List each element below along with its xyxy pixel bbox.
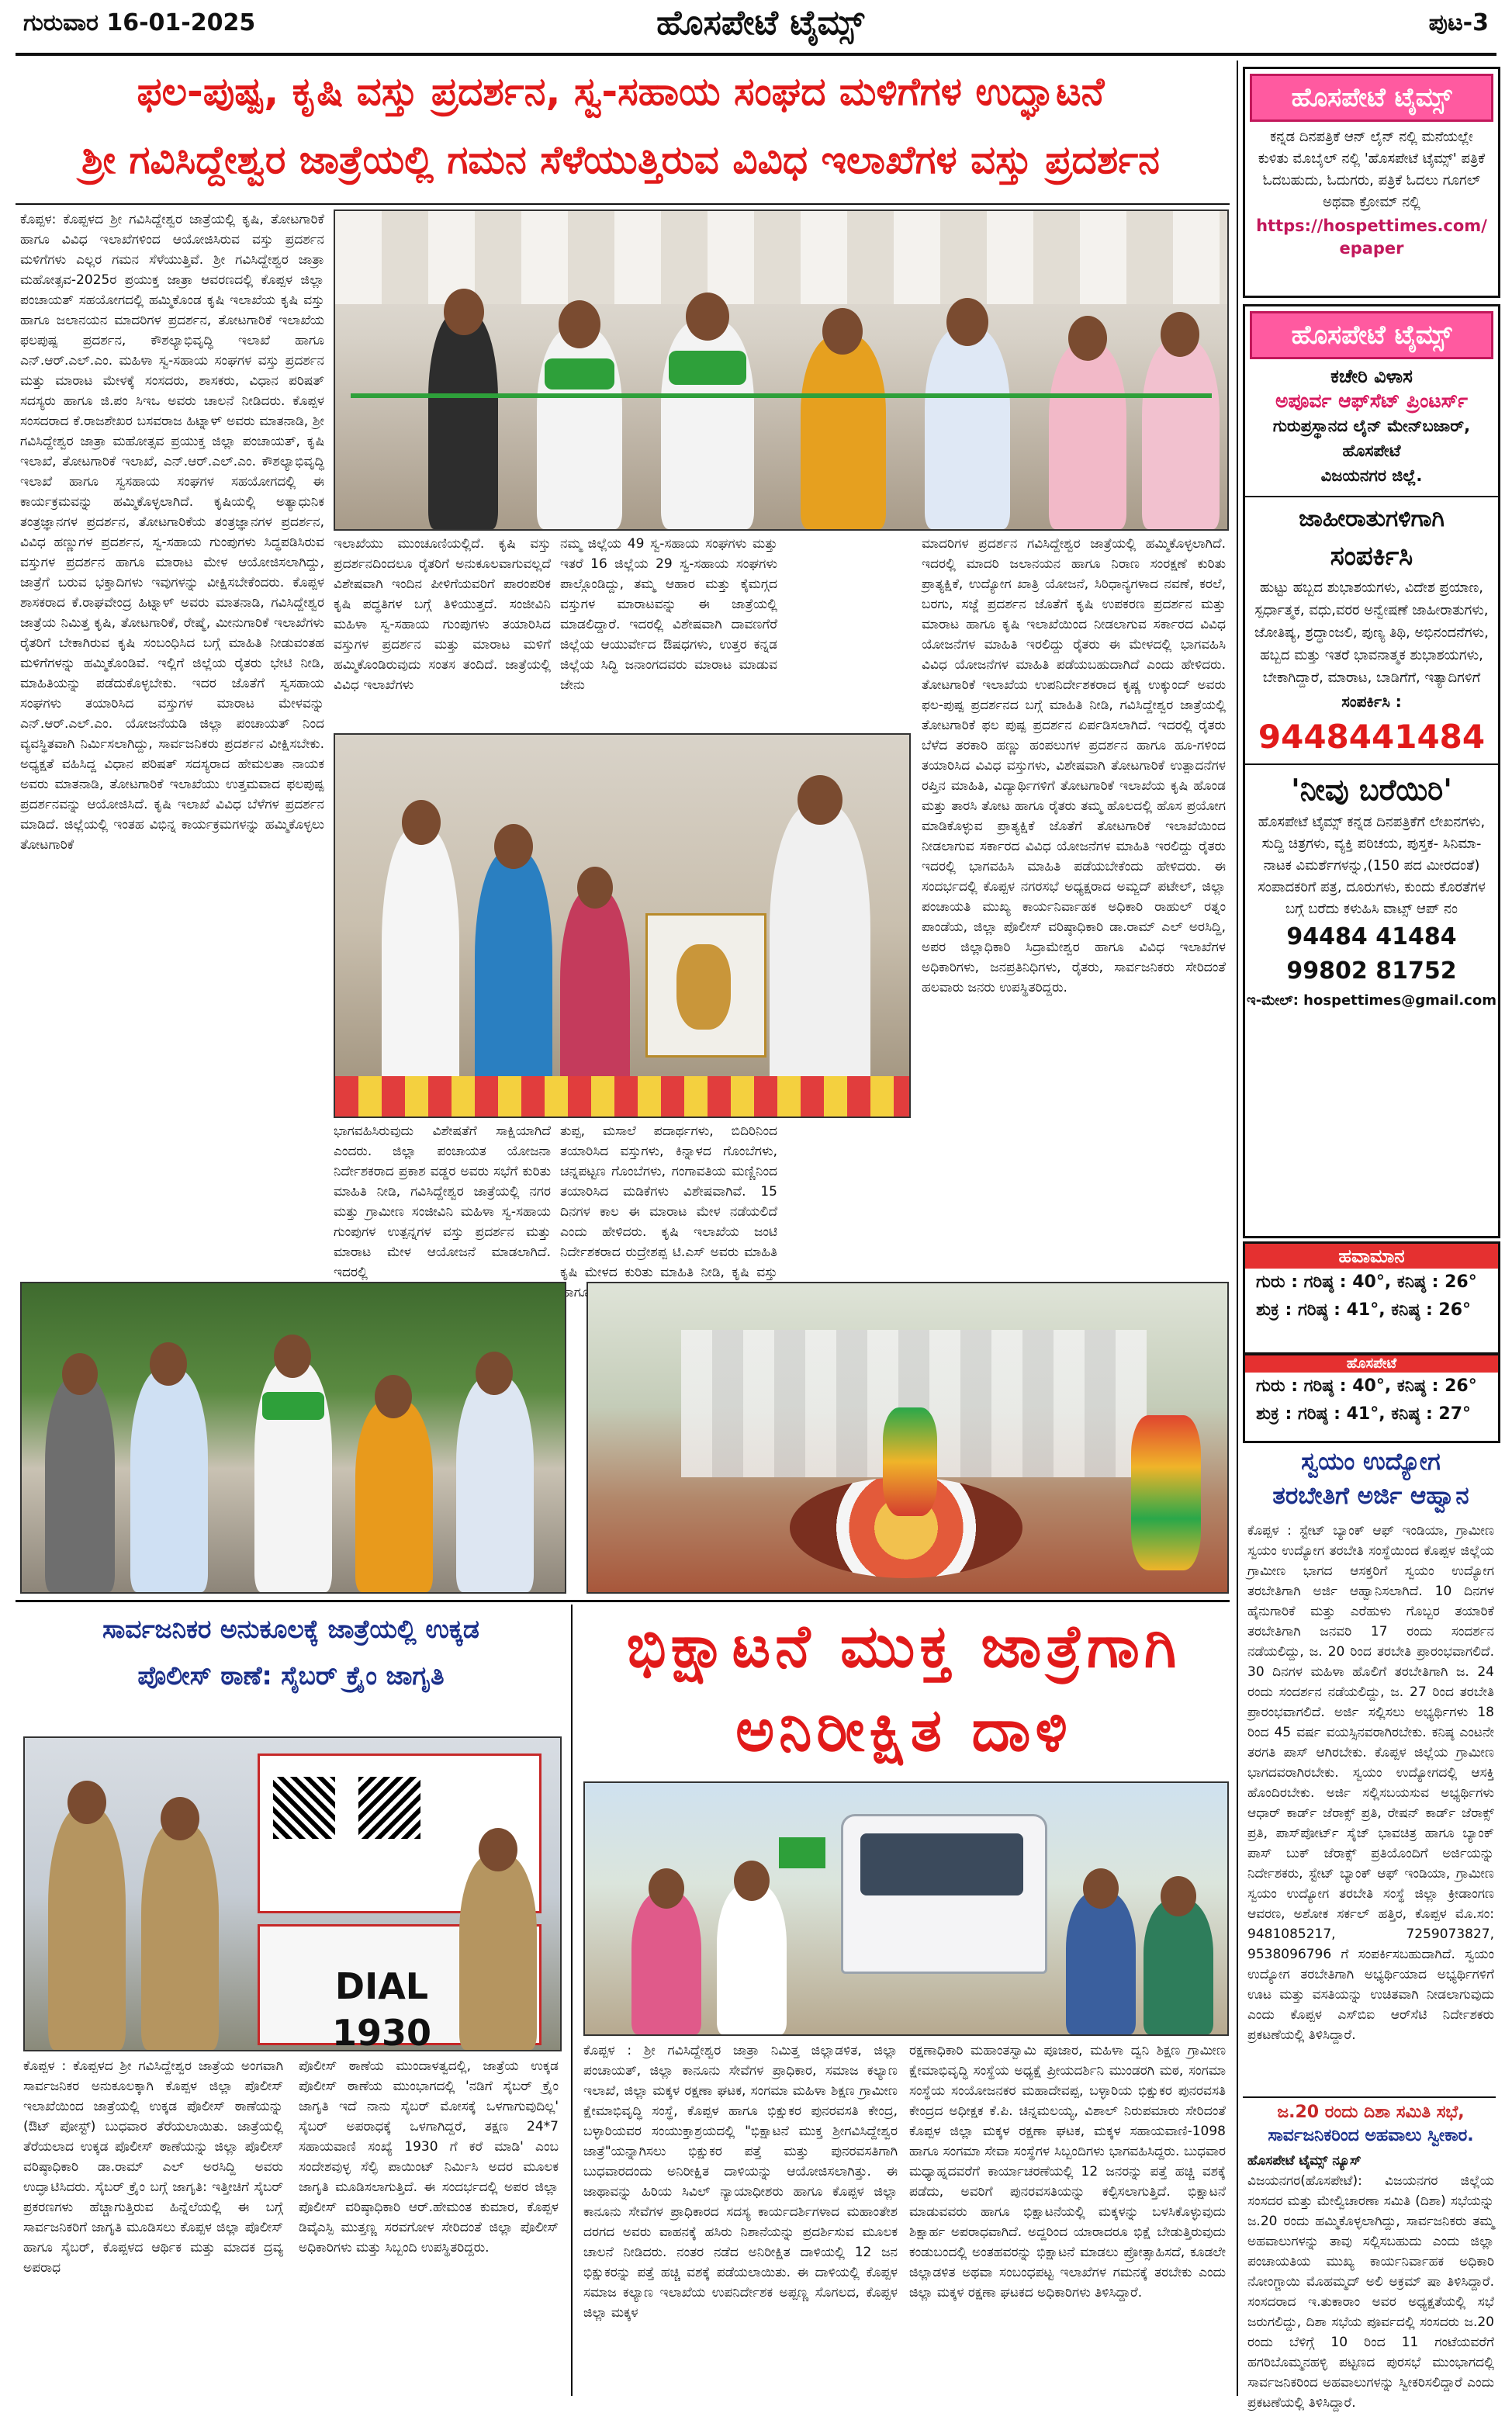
weather-sub-title: ಹೊಸಪೇಟೆ [1245, 1355, 1498, 1373]
sidebar-ads-title: ಜಾಹೀರಾತುಗಳಿಗಾಗಿ [1299, 505, 1445, 532]
lead-column-3b: ತುಪ್ಪ, ಮಸಾಲೆ ಪದಾರ್ಥಗಳು, ಬಿದಿರಿನಿಂದ ತಯಾರಿಸಿದ ವಸ್ತುಗಳು, ಕಿನ್ನಾಳದ ಗೊಂಬೆಗಳು, ಚನ್ನಪಟ್ಟಣ ಗೊಂಬೆಗಳು, ಗಂಗಾವತಿಯ ಮಣ್ಣಿನಿಂದ ತಯಾರಿಸಿದ ಮಡಿಕೆಗಳು ವಿಶೇಷವಾಗಿವೆ. 15 ದಿನಗಳ ಕಾಲ ಈ ಮಾರಾಟ ಮೇಳ ನಡೆಯಲಿದೆ ಎಂದು ಹೇಳಿದರು. ಕೃಷಿ ಇಲಾಖೆಯ ಜಂಟಿ ನಿರ್ದೇಶಕರಾದ ರುದ್ರೇಶಪ್ಪ ಟಿ.ಎಸ್ ಅವರು ಮಾಹಿತಿ ಕೃಷಿ ಮೇಳದ ಕುರಿತು ಮಾಹಿತಿ ನೀಡಿ, ಕೃಷಿ ವಸ್ತು ಹಾಗೂ [560, 1123, 777, 1300]
sidebar-epaper-box [1243, 67, 1500, 298]
disha-rule [1243, 2096, 1496, 2098]
begging-headline-2: ಅನಿರೀಕ್ಷಿತ ದಾಳಿ [735, 1695, 1072, 1764]
sidebar-office-address: ಗುರುಪ್ರಸ್ಥಾನದ ಲೈನ್ ಮೇನ್‌ಬಜಾರ್, ಹೊಸಪೇಟೆ [1272, 417, 1471, 460]
masthead-rule [16, 53, 1496, 56]
sidebar-printer-name: ಅಪೂರ್ವ ಆಫ್‌ಸೆಟ್ ಪ್ರಿಂಟರ್ಸ್ [1275, 389, 1469, 412]
begging-headline-1: ಭಿಕ್ಷಾಟನೆ ಮುಕ್ತ ಜಾತ್ರೆಗಾಗಿ [626, 1612, 1182, 1681]
lead-headline-1: ಫಲ-ಪುಷ್ಪ, ಕೃಷಿ ವಸ್ತು ಪ್ರದರ್ಶನ, ಸ್ವ-ಸಹಾಯ ಸಂಘದ ಮಳಿಗೆಗಳ ಉದ್ಘಾಟನೆ [137, 69, 1105, 114]
sidebar-phone-3[interactable]: 99802 81752 [1286, 957, 1457, 985]
sidebar-epaper-title: ಹೊಸಪೇಟೆ ಟೈಮ್ಸ್ [1250, 74, 1493, 122]
weather-box [1243, 1241, 1500, 1355]
photo-police-outpost [23, 1736, 562, 2054]
sidebar-office-label: ಕಚೇರಿ ವಿಳಾಸ [1330, 365, 1413, 387]
sidebar-phone-2[interactable]: 94484 41484 [1286, 923, 1457, 950]
page-number: ಪುಟ-3 [1428, 9, 1489, 36]
sidebar-office-title: ಹೊಸಪೇಟೆ ಟೈಮ್ಸ್ [1250, 311, 1493, 359]
lead-column-1: ಕೊಪ್ಪಳ: ಕೊಪ್ಪಳದ ಶ್ರೀ ಗವಿಸಿದ್ದೇಶ್ವರ ಜಾತ್ರೆಯಲ್ಲಿ ಕೃಷಿ, ತೋಟಗಾರಿಕೆ ಹಾಗೂ ವಿವಿಧ ಇಲಾಖೆಗಳಿಂದ ಆಯೋಜಿಸಿರುವ ವಸ್ತು ಪ್ರದರ್ಶನ ಮಳಿಗೆಗಳು ಎಲ್ಲರ ಗಮನ ಸೆಳೆಯುತ್ತಿವೆ. ಶ್ರೀ ಗವಿಸಿದ್ದೇಶ್ವರ ಜಾತ್ರಾ ಮಹೋತ್ಸವ-2025ರ ಪ್ರಯುಕ್ತ ಜಾತ್ರಾ ಆವರಣದಲ್ಲಿ ಕೊಪ್ಪಳ ಜಿಲ್ಲಾ ಪಂಚಾಯತ್ ಸಹಯೋಗದಲ್ಲಿ ಹಮ್ಮಿಕೊಂಡ ಕೃಷಿ ಇಲಾಖೆಯ ಕೃಷಿ ವಸ್ತು ಹಾಗೂ ಜಲಾನಯನ ಮಾದರಿಗಳ ಪ್ರದರ್ಶನ, ತೋಟಗಾರಿಕೆ ಇಲಾಖೆಯ ಫಲಪುಷ್ಪ ಪ್ರದರ್ಶನ, ಕೌಶಲ್ಯಾಭಿವೃದ್ಧಿ ಇಲಾಖೆ ಹಾಗೂ ಎನ್.ಆರ್.ಎಲ್.ಎಂ. ಮಹಿಳಾ ಸ್ವ-ಸಹಾಯ ಸಂಘಗಳ ವಸ್ತು ಪ್ರದರ್ಶನ ಮತ್ತು ಮಾರಾಟ ಮೇಳಕ್ಕೆ ಸಂಸದರು, ಶಾಸಕರು, ವಿಧಾನ ಪರಿಷತ್ ಸದಸ್ಯರು ಹಾಗೂ ಜಿ.ಪಂ ಸಿಇಒ ಅವರು ಚಾಲನೆ ನೀಡಿದರು. ಕೊಪ್ಪಳ ಸಂಸದರಾದ ಕೆ.ರಾಜಶೇಖರ ಬಸವರಾಜ ಹಿಟ್ನಾಳ್ ಅವರು ಮಾತನಾಡಿ, ಶ್ರೀ ಗವಿಸಿದ್ದೇಶ್ವರ ಜಾತ್ರಾ ಮಹೋತ್ಸವ ಪ್ರಯುಕ್ತ ಜಿಲ್ಲಾ ಪಂಚಾಯತ್, ಕೃಷಿ ಇಲಾಖೆ, ತೋಟಗಾರಿಕೆ ಇಲಾಖೆ, ಎನ್.ಆರ್.ಎಲ್.ಎಂ. ಕೌಶಲ್ಯಾಭಿವೃದ್ಧಿ ಇಲಾಖೆ ಹಾಗೂ ಸ್ವಸಹಾಯ ಸಂಘಗಳ ಸಹಯೋಗದಲ್ಲಿ ಈ ಕಾರ್ಯಕ್ರಮವನ್ನು ಹಮ್ಮಿಕೊಳ್ಳಲಾಗಿದೆ. ಕೃಷಿಯಲ್ಲಿ ಅತ್ಯಾಧುನಿಕ ತಂತ್ರಜ್ಞಾನಗಳ ಪ್ರದರ್ಶನ, ತೋಟಗಾರಿಕೆಯ ತಂತ್ರಜ್ಞಾನಗಳ ಪ್ರದರ್ಶನ, ವಿವಿಧ ಹಣ್ಣುಗಳ ಪ್ರದರ್ಶನ, ಸ್ವ-ಸಹಾಯ ಗುಂಪುಗಳು ಸಿದ್ಧಪಡಿಸಿರುವ ವಸ್ತುಗಳ ಪ್ರದರ್ಶನ ಹಾಗೂ ಮಾರಾಟ ಮೇಳ ಆಯೋಜಿಸಲಾಗಿದ್ದು, ಜಾತ್ರೆಗೆ ಬರುವ ಭಕ್ತಾದಿಗಳು ಇವುಗಳನ್ನು ವೀಕ್ಷಿಸಬೇಕೆಂದರು. ಕೊಪ್ಪಳ ಶಾಸಕರಾದ ಕೆ.ರಾಘವೇಂದ್ರ ಹಿಟ್ನಾಳ್ ಅವರು ಮಾತನಾಡಿ, ಗವಿಸಿದ್ದೇಶ್ವರ ಜಾತ್ರೆಯ ನಿಮಿತ್ತ ಕೃಷಿ, ತೋಟಗಾರಿಕೆ, ರೇಷ್ಮೆ, ಮೀನುಗಾರಿಕೆ ಇಲಾಖೆಗಳು ರೈತರಿಗೆ ಬೇಕಾಗಿರುವ ಕೃಷಿ ಸಂಬಂಧಿಸಿದ ಬಗ್ಗೆ ಮಾಹಿತಿ ನೀಡುವಂತಹ ಮಳಿಗೆಗಳನ್ನು ಹಮ್ಮಿಕೊಂಡಿವೆ. ಇಲ್ಲಿಗೆ ಜಿಲ್ಲೆಯ ರೈತರು ಭೇಟಿ ನೀಡಿ, ಮಾಹಿತಿಯನ್ನು ಪಡೆದುಕೊಳ್ಳಬೇಕು. ಇದರ ಜೊತೆಗೆ ಸ್ವಸಹಾಯ ಸಂಘಗಳು ತಯಾರಿಸಿದ ವಸ್ತುಗಳ ಮಾರಾಟ ಮೇಳವನ್ನು ಎನ್.ಆರ್.ಎಲ್.ಎಂ. ಯೋಜನೆಯಡಿ ಜಿಲ್ಲಾ ಪಂಚಾಯತ್ ನಿಂದ ವ್ಯವಸ್ಥಿತವಾಗಿ ನಿರ್ಮಿಸಲಾಗಿದ್ದು, ಸಾರ್ವಜನಿಕರು ಪ್ರದರ್ಶನ ವೀಕ್ಷಿಸಬೇಕು. ಅಧ್ಯಕ್ಷತೆ ವಹಿಸಿದ್ದ ವಿಧಾನ ಪರಿಷತ್ ಸದಸ್ಯರಾದ ಹೇಮಲತಾ ನಾಯಕ ಅವರು ಮಾತನಾಡಿ, ತೋಟಗಾರಿಕೆ ಇಲಾಖೆಯು ಉತ್ತಮವಾದ ಫಲಪುಷ್ಪ ಪ್ರದರ್ಶನವನ್ನು ಆಯೋಜಿಸಿದೆ. ಕೃಷಿ ಇಲಾಖೆ ವಿವಿಧ ಬೆಳೆಗಳ ಪ್ರದರ್ಶನ ಮಾಡಿದೆ. ಜಿಲ್ಲೆಯಲ್ಲಿ ಇಂತಹ ವಿಭಿನ್ನ ಕಾರ್ಯಕ್ರಮಗಳನ್ನು ಹಮ್ಮಿಕೊಳ್ಳಲು ತೋಟಗಾರಿಕೆ [20, 212, 324, 853]
sidebar-write-title: 'ನೀವು ಬರೆಯಿರಿ' [1291, 773, 1452, 807]
weather-row-1: ಗುರು : ಗರಿಷ್ಠ : 40°, ಕನಿಷ್ಠ : 26° [1256, 1272, 1477, 1292]
lead-column-3a: ನಮ್ಮ ಜಿಲ್ಲೆಯ 49 ಸ್ವ-ಸಹಾಯ ಸಂಘಗಳು ಮತ್ತು ಇತರೆ 16 ಜಿಲ್ಲೆಯ 29 ಸ್ವ-ಸಹಾಯ ಸಂಘಗಳು ಪಾಲ್ಗೊಂಡಿದ್ದು, ತಮ್ಮ ಆಹಾರ ಮತ್ತು ಕೈಮಗ್ಗದ ವಸ್ತುಗಳ ಮಾರಾಟವನ್ನು ಈ ಜಾತ್ರೆಯಲ್ಲಿ ಮಾಡಲಿದ್ದಾರೆ. ಇದರಲ್ಲಿ ವಿಶೇಷವಾಗಿ ದಾವಣಗೆರೆ ಜಿಲ್ಲೆಯ ಆಯುರ್ವೇದ ಔಷಧಗಳು, ಉತ್ತರ ಕನ್ನಡ ಜಿಲ್ಲೆಯ ಸಿದ್ಧಿ ಜನಾಂಗದವರು ಮಾರಾಟ ಮಾಡುವ ಜೇನು [560, 536, 777, 693]
photo-portrait-garland [334, 733, 911, 1118]
lead-column-4: ಮಾದರಿಗಳ ಪ್ರದರ್ಶನ ಗವಿಸಿದ್ದೇಶ್ವರ ಜಾತ್ರೆಯಲ್ಲಿ ಹಮ್ಮಿಕೊಳ್ಳಲಾಗಿದೆ. ಇದರಲ್ಲಿ ಮಾದರಿ ಜಲಾನಯನ ಹಾಗೂ ನಿರಾಣ ಸಂರಕ್ಷಣೆ ಕುರಿತು ಪ್ರಾತ್ಯಕ್ಷಿಕೆ, ಉದ್ಯೋಗ ಖಾತ್ರಿ ಯೋಜನೆ, ಸಿರಿಧಾನ್ಯಗಳಾದ ನವಣೆ, ಕರಲೆ, ಬರಗು, ಸಜ್ಜೆ ಪ್ರದರ್ಶನ ಜೊತೆಗೆ ಕೃಷಿ ಉಪಕರಣ ಪ್ರದರ್ಶನ ಮತ್ತು ಮಾರಾಟ ಹಾಗೂ ಕೃಷಿ ಇಲಾಖೆಯಿಂದ ನೀಡಲಾಗುವ ಸರ್ಕಾರದ ವಿವಿಧ ಯೋಜನೆಗಳ ಮಾಹಿತಿ ಇರಲಿದ್ದು ರೈತರು ಈ ಮೇಳದಲ್ಲಿ ಭಾಗವಹಿಸಿ ವಿವಿಧ ಯೋಜನೆಗಳ ಮಾಹಿತಿ ಪಡೆಯಬಹುದಾಗಿದೆ ಎಂದು ಹೇಳಿದರು. ತೋಟಗಾರಿಕೆ ಇಲಾಖೆಯ ಉಪನಿರ್ದೇಶಕರಾದ ಕೃಷ್ಣ ಉಕ್ಕುಂದ್ ಅವರು ಫಲ-ಪುಷ್ಪ ಪ್ರದರ್ಶನದ ಬಗ್ಗೆ ಮಾಹಿತಿ ನೀಡಿ, ಗವಿಸಿದ್ದೇಶ್ವರ ಜಾತ್ರೆಯಲ್ಲಿ ತೋಟಗಾರಿಕೆ ಫಲ ಪುಷ್ಪ ಪ್ರದರ್ಶನ ಏರ್ಪಡಿಸಲಾಗಿದೆ. ಇದರಲ್ಲಿ ರೈತರು ಬೆಳೆದ ತರಕಾರಿ ಹಣ್ಣು ಹಂಪಲುಗಳ ಪ್ರದರ್ಶನ ಹಾಗೂ ಹೂ-ಗಳಿಂದ ತಯಾರಿಸಿದ ವಿವಿಧ ವಸ್ತುಗಳು, ವಿಶೇಷವಾಗಿ ತೋಟಗಾರಿಕೆ ಉತ್ಪಾದನೆಗಳ ರಪ್ತಿನ ಮಾಹಿತಿ, ವಿದ್ಯಾರ್ಥಿಗಳಿಗೆ ತೋಟಗಾರಿಕೆ ಇಲಾಖೆಯ ಕೃಷಿ ಹೊಂಡ ಮತ್ತು ತಾರಸಿ ತೋಟ ಹಾಗೂ ರೈತರು ತಮ್ಮ ಹೊಲದಲ್ಲಿ ಹೊಸ ಪ್ರಯೋಗ ಮಾಡಿಕೊಳ್ಳುವ ಪ್ರಾತ್ಯಕ್ಷಿಕೆ ಜೊತೆಗೆ ತೋಟಗಾರಿಕೆ ಇಲಾಖೆಯಿಂದ ನೀಡಲಾಗುವ ಸರ್ಕಾರದ ವಿವಿಧ ಯೋಜನೆಗಳ ಮಾಹಿತಿ ಇರಲಿದ್ದು ರೈತರು ಇದರಲ್ಲಿ ಭಾಗವಹಿಸಿ ಮಾಹಿತಿ ಪಡೆಯಬೇಕೆಂದು ಹೇಳಿದರು. ಈ ಸಂದರ್ಭದಲ್ಲಿ ಕೊಪ್ಪಳ ನಗರಸಭೆ ಅಧ್ಯಕ್ಷರಾದ ಅಮ್ಜದ್ ಪಟೇಲ್, ಜಿಲ್ಲಾ ಪಂಚಾಯತಿ ಮುಖ್ಯ ಕಾರ್ಯನಿರ್ವಾಹಕ ಅಧಿಕಾರಿ ರಾಹುಲ್ ರತ್ನಂ ಪಾಂಡೆಯ, ಜಿಲ್ಲಾ ಪೊಲೀಸ್ ವರಿಷ್ಠಾಧಿಕಾರಿ ಡಾ.ರಾಮ್ ಎಲ್ ಅರಸಿದ್ದಿ, ಅಪರ ಜಿಲ್ಲಾಧಿಕಾರಿ ಸಿದ್ರಾಮೇಶ್ವರ ಹಾಗೂ ವಿವಿಧ ಇಲಾಖೆಗಳ ಅಧಿಕಾರಿಗಳು, ಜನಪ್ರತಿನಿಧಿಗಳು, ರೈತರು, ಸಾರ್ವಜನಿಕರು ಸೇರಿದಂತೆ ಹಲವಾರು ಜನರು ಉಪಸ್ಥಿತರಿದ್ದರು. [922, 536, 1226, 995]
police-headline-2: ಪೊಲೀಸ್ ಠಾಣೆ: ಸೈಬರ್ ಕ್ರೈಂ ಜಾಗೃತಿ [137, 1660, 445, 1691]
photo-van-flagoff [583, 1781, 1229, 2036]
sidebar-email[interactable]: ಇ-ಮೇಲ್: hospettimes@gmail.com [1247, 992, 1496, 1009]
sidebar-ads-contact-2: ಸಂಪರ್ಕಿಸಿ : [1341, 692, 1402, 711]
sidebar-epaper-url-2[interactable]: epaper [1339, 239, 1404, 258]
photo-book-release [20, 1282, 566, 1594]
sidebar-write-text: ಹೊಸಪೇಟೆ ಟೈಮ್ಸ್ ಕನ್ನಡ ದಿನಪತ್ರಿಕೆಗೆ ಲೇಖನಗಳು, ಸುದ್ದಿ ಚಿತ್ರಗಳು, ವ್ಯಕ್ತಿ ಪರಿಚಯ, ಪುಸ್ತಕ- ಸಿನಿಮಾ-ನಾಟಕ ವಿಮರ್ಶೆಗಳನ್ನು,(150 ಪದ ಮೀರದಂತೆ) ಸಂಪಾದಕರಿಗೆ ಪತ್ರ, ದೂರುಗಳು, ಕುಂದು ಕೊರತೆಗಳ ಬಗ್ಗೆ ಬರೆದು ಕಳುಹಿಸಿ ವಾಟ್ಸ್ ಆಪ್ ನಂ [1258, 814, 1486, 917]
sidebar-rule [1237, 61, 1238, 2396]
selfemp-headline-1: ಸ್ವಯಂ ಉದ್ಯೋಗ [1301, 1448, 1441, 1476]
disha-byline: ಹೊಸಪೇಟೆ ಟೈಮ್ಸ್ ನ್ಯೂಸ್ [1247, 2153, 1361, 2169]
police-column-2: ಪೊಲೀಸ್ ಠಾಣೆಯ ಮುಂದಾಳತ್ವದಲ್ಲಿ, ಜಾತ್ರೆಯ ಉಕ್ಕಡ ಪೊಲೀಸ್ ಠಾಣೆಯ ಮುಂಭಾಗದಲ್ಲಿ 'ನಡಿಗೆ ಸೈಬರ್ ಕ್ರೈಂ ಜಾಗೃತಿ ಇದೆ ನಾನು ಸೈಬರ್ ಮೋಸಕ್ಕೆ ಒಳಗಾಗುವುದಿಲ್ಲ' ಸೈಬರ್ ಅಪರಾಧಕ್ಕೆ ಒಳಗಾಗಿದ್ದರೆ, ತಕ್ಷಣ 24*7 ಸಹಾಯವಾಣಿ ಸಂಖ್ಯೆ 1930 ಗೆ ಕರೆ ಮಾಡಿ' ಎಂಬ ಸಂದೇಶವುಳ್ಳ ಸೆಲ್ಫಿ ಪಾಯಿಂಟ್ ನಿರ್ಮಿಸಿ ಅದರ ಮೂಲಕ ಜಾಗೃತಿ ಮೂಡಿಸಲಾಗುತ್ತಿದೆ. ಈ ಸಂದರ್ಭದಲ್ಲಿ ಅಪರ ಜಿಲ್ಲಾ ಪೊಲೀಸ್ ವರಿಷ್ಠಾಧಿಕಾರಿ ಆರ್.ಹೇಮಂತ ಕುಮಾರ, ಕೊಪ್ಪಳ ಡಿವೈಎಸ್ಪಿ ಮುತ್ತಣ್ಣ ಸರವಗೋಳ ಸೇರಿದಂತೆ ಜಿಲ್ಲಾ ಪೊಲೀಸ್ ಅಧಿಕಾರಿಗಳು ಮತ್ತು ಸಿಬ್ಬಂದಿ ಉಪಸ್ಥಿತರಿದ್ದರು. [299, 2058, 559, 2255]
sidebar-epaper-url[interactable]: https://hospettimes.com/ [1256, 216, 1487, 235]
sidebar-office-box [1243, 304, 1500, 1238]
disha-headline-2: ಸಾರ್ವಜನಿಕರಿಂದ ಅಹವಾಲು ಸ್ವೀಕಾರ. [1268, 2126, 1474, 2145]
headline-rule [16, 203, 1230, 205]
dial-1930-banner: DIAL 1930 [331, 1965, 432, 2054]
sidebar-ads-contact: ಸಂಪರ್ಕಿಸಿ [1330, 541, 1413, 572]
lead-column-2a: ಇಲಾಖೆಯು ಮುಂಚೂಣಿಯಲ್ಲಿದೆ. ಕೃಷಿ ವಸ್ತು ಪ್ರದರ್ಶನದಿಂದಲೂ ರೈತರಿಗೆ ಅನುಕೂಲವಾಗುವಲ್ಲದೆ ವಿಶೇಷವಾಗಿ ಇಂದಿನ ಪೀಳಿಗೆಯವರಿಗೆ ಪಾರಂಪರಿಕ ಕೃಷಿ ಪದ್ಧತಿಗಳ ಬಗ್ಗೆ ತಿಳಿಯುತ್ತದೆ. ಸಂಜೀವಿನಿ ಮಹಿಳಾ ಸ್ವ-ಸಹಾಯ ಗುಂಪುಗಳು ತಯಾರಿಸಿದ ವಸ್ತುಗಳ ಪ್ರದರ್ಶನ ಮತ್ತು ಮಾರಾಟ ಮಳಿಗೆ ಹಮ್ಮಿಕೊಂಡಿರುವುದು ಸಂತಸ ತಂದಿದೆ. ಜಾತ್ರೆಯಲ್ಲಿ ವಿವಿಧ ಇಲಾಖೆಗಳು [334, 536, 551, 693]
weather-box-hospet [1243, 1353, 1500, 1443]
bottom-column-rule [571, 1605, 573, 2396]
sidebar-office-district: ವಿಜಯನಗರ ಜಿಲ್ಲೆ. [1320, 466, 1423, 485]
weather-title: ಹವಾಮಾನ [1245, 1244, 1498, 1269]
selfemp-text: ಕೊಪ್ಪಳ : ಸ್ಟೇಟ್ ಬ್ಯಾಂಕ್ ಆಫ್ ಇಂಡಿಯಾ, ಗ್ರಾಮೀಣ ಸ್ವಯಂ ಉದ್ಯೋಗ ತರಬೇತಿ ಸಂಸ್ಥೆಯಿಂದ ಕೊಪ್ಪಳ ಜಿಲ್ಲೆಯ ಗ್ರಾಮೀಣ ಭಾಗದ ಆಸಕ್ತರಿಗೆ ಸ್ವಯಂ ಉದ್ಯೋಗ ತರಬೇತಿಗಾಗಿ ಅರ್ಜಿ ಆಹ್ವಾನಿಸಲಾಗಿದೆ. 10 ದಿನಗಳ ಹೈನುಗಾರಿಕೆ ಮತ್ತು ಎರೆಹುಳು ಗೊಬ್ಬರ ತಯಾರಿಕೆ ತರಬೇತಿಗಾಗಿ ಜನವರಿ 17 ರಂದು ಸಂದರ್ಶನ ನಡೆಯಲಿದ್ದು, ಜ. 20 ರಿಂದ ತರಬೇತಿ ಪ್ರಾರಂಭವಾಗಲಿದೆ. 30 ದಿನಗಳ ಮಹಿಳಾ ಹೊಲಿಗೆ ತರಬೇತಿಗಾಗಿ ಜ. 24 ರಂದು ಸಂದರ್ಶನ ನಡೆಯಲಿದ್ದು, ಜ. 27 ರಿಂದ ತರಬೇತಿ ಪ್ರಾರಂಭವಾಗಲಿದೆ. ಅರ್ಜಿ ಸಲ್ಲಿಸಲು ಅಭ್ಯರ್ಥಿಗಳು 18 ರಿಂದ 45 ವರ್ಷ ವಯಸ್ಸಿನವರಾಗಿರಬೇಕು. ಕನಿಷ್ಠ ಎಂಟನೇ ತರಗತಿ ಪಾಸ್ ಆಗಿರಬೇಕು. ಕೊಪ್ಪಳ ಜಿಲ್ಲೆಯ ಗ್ರಾಮೀಣ ಭಾಗದವರಾಗಿರಬೇಕು. ಸ್ವಯಂ ಉದ್ಯೋಗದಲ್ಲಿ ಆಸಕ್ತಿ ಹೊಂದಿರಬೇಕು. ಅರ್ಜಿ ಸಲ್ಲಿಸಬಯಸುವ ಅಭ್ಯರ್ಥಿಗಳು ಆಧಾರ್ ಕಾರ್ಡ್ ಜೆರಾಕ್ಸ್ ಪ್ರತಿ, ರೇಷನ್ ಕಾರ್ಡ್ ಜೆರಾಕ್ಸ್ ಪ್ರತಿ, ಪಾಸ್‌ಪೋರ್ಟ್ ಸೈಜ್ ಭಾವಚಿತ್ರ ಹಾಗೂ ಬ್ಯಾಂಕ್ ಪಾಸ್ ಬುಕ್ ಜೆರಾಕ್ಸ್ ಪ್ರತಿಯೊಂದಿಗೆ ಅರ್ಜಿಯನ್ನು ನಿರ್ದೇಶಕರು, ಸ್ಟೇಟ್ ಬ್ಯಾಂಕ್ ಆಫ್ ಇಂಡಿಯಾ, ಗ್ರಾಮೀಣ ಸ್ವಯಂ ಉದ್ಯೋಗ ತರಬೇತಿ ಸಂಸ್ಥೆ ಜಿಲ್ಲಾ ಕ್ರೀಡಾಂಗಣ ಆವರಣ, ಅಶೋಕ ಸರ್ಕಲ್ ಹತ್ತಿರ, ಕೊಪ್ಪಳ ಮೊ.ಸಂ: 9481085217, 7259073827, 9538096796 ಗೆ ಸಂಪರ್ಕಿಸಬಹುದಾಗಿದೆ. ಸ್ವಯಂ ಉದ್ಯೋಗ ತರಬೇತಿಗಾಗಿ ಅಭ್ಯರ್ಥಿಯಾದ ಅಭ್ಯರ್ಥಿಗಳಿಗೆ ಊಟ ಮತ್ತು ವಸತಿಯನ್ನು ಉಚಿತವಾಗಿ ನೀಡಲಾಗುವುದು ಎಂದು ಕೊಪ್ಪಳ ಎಸ್‌ಬಿಐ ಆರ್‌ಸೆಟಿ ನಿರ್ದೇಶಕರು ಪ್ರಕಟಣೆಯಲ್ಲಿ ತಿಳಿಸಿದ್ದಾರೆ. [1247, 1523, 1494, 2043]
paper-name: ಹೊಸಪೇಟೆ ಟೈಮ್ಸ್ [656, 3, 864, 43]
police-headline-1: ಸಾರ್ವಜನಿಕರ ಅನುಕೂಲಕ್ಕೆ ಜಾತ್ರೆಯಲ್ಲಿ ಉಕ್ಕಡ [102, 1614, 479, 1644]
lead-column-2b: ಭಾಗವಹಿಸಿರುವುದು ವಿಶೇಷತೆಗೆ ಸಾಕ್ಷಿಯಾಗಿದೆ ಎಂದರು. ಜಿಲ್ಲಾ ಪಂಚಾಯತ ಯೋಜನಾ ನಿರ್ದೇಶಕರಾದ ಪ್ರಕಾಶ ವಡ್ಡರ ಅವರು ಸಭೆಗೆ ಕುರಿತು ಮಾಹಿತಿ ನೀಡಿ, ಗವಿಸಿದ್ದೇಶ್ವರ ಜಾತ್ರೆಯಲ್ಲಿ ನಗರ ಮತ್ತು ಗ್ರಾಮೀಣ ಸಂಜೀವಿನಿ ಮಹಿಳಾ ಸ್ವ-ಸಹಾಯ ಗುಂಪುಗಳ ಉತ್ಪನ್ನಗಳ ವಸ್ತು ಪ್ರದರ್ಶನ ಮತ್ತು ಮಾರಾಟ ಮೇಳ ಆಯೋಜನೆ ಮಾಡಲಾಗಿದೆ. ಇದರಲ್ಲಿ [334, 1123, 551, 1280]
begging-column-2: ರಕ್ಷಣಾಧಿಕಾರಿ ಮಹಾಂತಸ್ವಾಮಿ ಪೂಜಾರ, ಮಹಿಳಾ ದ್ವನಿ ಶಿಕ್ಷಣ ಗ್ರಾಮೀಣ ಕ್ಷೇಮಾಭಿವೃದ್ಧಿ ಸಂಸ್ಥೆಯ ಅಧ್ಯಕ್ಷೆ ಪ್ರೀಯದರ್ಶಿನಿ ಮುಂಡರಗಿ ಮಠ, ಸಂಗಮಾ ಸಂಸ್ಥೆಯ ಸಂಯೋಜನಕರ ಮಹಾದೇವಪ್ಪ, ಬಳ್ಳಾರಿಯ ಭಿಕ್ಷುಕರ ಪುನರವಸತಿ ಕೇಂದ್ರದ ಅಧೀಕ್ಷಕ ಕೆ.ಪಿ. ಚಿನ್ನಮಲಯ್ಯ, ವಿಶಾಲ್ ನಿರುಪಮಾರು ಸೇರಿದಂತೆ ಕೊಪ್ಪಳ ಜಿಲ್ಲಾ ಮಕ್ಕಳ ರಕ್ಷಣಾ ಘಟಕ, ಮಕ್ಕಳ ಸಹಾಯವಾಣಿ-1098 ಹಾಗೂ ಸಂಗಮಾ ಸೇವಾ ಸಂಸ್ಥೆಗಳ ಸಿಬ್ಬಂದಿಗಳು ಭಾಗವಹಿಸಿದ್ದರು. ಬುಧವಾರ ಮಧ್ಯಾಹ್ನದವರೆಗೆ ಕಾರ್ಯಾಚರಣೆಯಲ್ಲಿ 12 ಜನರನ್ನು ಪತ್ತೆ ಹಚ್ಚಿ ವಶಕ್ಕೆ ಪಡೆದು, ಅವರಿಗೆ ಪುನರವಸತಿಯನ್ನು ಕಲ್ಪಿಸಲಾಗುತ್ತಿದೆ. ಭಿಕ್ಷಾಟನೆ ಮಾಡುವವರು ಹಾಗೂ ಭಿಕ್ಷಾಟನೆಯಲ್ಲಿ ಮಕ್ಕಳನ್ನು ಬಳಸಿಕೊಳ್ಳುವುದು ಶಿಕ್ಷಾರ್ಹ ಅಪರಾಧವಾಗಿದೆ. ಅದ್ದರಿಂದ ಯಾರಾದರೂ ಭಿಕ್ಷೆ ಬೇಡುತ್ತಿರುವುದು ಕಂಡುಬಂದಲ್ಲಿ ಅಂತಹವರನ್ನು ಭಿಕ್ಷಾಟನೆ ಮಾಡಲು ಪ್ರೋತ್ಸಾಹಿಸದೆ, ಕೂಡಲೇ ಜಿಲ್ಲಾಡಳಿತ ಅಥವಾ ಸಂಬಂಧಪಟ್ಟ ಇಲಾಖೆಗಳ ಗಮನಕ್ಕೆ ತರಬೇಕು ಎಂದು ಜಿಲ್ಲಾ ಮಕ್ಕಳ ರಕ್ಷಣಾ ಘಟಕದ ಅಧಿಕಾರಿಗಳು ತಿಳಿಸಿದ್ದಾರೆ. [909, 2043, 1226, 2300]
weather-row-4: ಶುಕ್ರ : ಗರಿಷ್ಠ : 41°, ಕನಿಷ್ಠ : 27° [1256, 1404, 1472, 1424]
photo-inauguration-ribbon [334, 209, 1229, 531]
issue-date: ಗುರುವಾರ 16-01-2025 [23, 9, 256, 36]
photo-kalash-rangoli [586, 1282, 1229, 1594]
lead-headline-2: ಶ್ರೀ ಗವಿಸಿದ್ದೇಶ್ವರ ಜಾತ್ರೆಯಲ್ಲಿ ಗಮನ ಸೆಳೆಯುತ್ತಿರುವ ವಿವಿಧ ಇಲಾಖೆಗಳ ವಸ್ತು ಪ್ರದರ್ಶನ [81, 137, 1160, 182]
police-column-1: ಕೊಪ್ಪಳ : ಕೊಪ್ಪಳದ ಶ್ರೀ ಗವಿಸಿದ್ದೇಶ್ವರ ಜಾತ್ರೆಯ ಅಂಗವಾಗಿ ಸಾರ್ವಜನಿಕರ ಅನುಕೂಲಕ್ಕಾಗಿ ಕೊಪ್ಪಳ ಜಿಲ್ಲಾ ಪೊಲೀಸ್ ಇಲಾಖೆಯಿಂದ ಜಾತ್ರೆಯಲ್ಲಿ ಉಕ್ಕಡ ಪೊಲೀಸ್ ಠಾಣೆಯನ್ನು (ಔಟ್ ಪೋಸ್ಟ್) ಬುಧವಾರ ತೆರೆಯಲಾಯಿತು. ಜಾತ್ರೆಯಲ್ಲಿ ತೆರೆಯಲಾದ ಉಕ್ಕಡ ಪೊಲೀಸ್ ಠಾಣೆಯನ್ನು ಜಿಲ್ಲಾ ಪೊಲೀಸ್ ವರಿಷ್ಠಾಧಿಕಾರಿ ಡಾ.ರಾಮ್ ಎಲ್ ಅರಸಿದ್ದಿ ಅವರು ಉದ್ಘಾಟಿಸಿದರು. ಸೈಬರ್ ಕ್ರೈಂ ಬಗ್ಗೆ ಜಾಗೃತಿ: ಇತ್ತೀಚಿಗೆ ಸೈಬರ್ ಪ್ರಕರಣಗಳು ಹೆಚ್ಚಾಗುತ್ತಿರುವ ಹಿನ್ನೆಲೆಯಲ್ಲಿ ಈ ಬಗ್ಗೆ ಸಾರ್ವಜನಿಕರಿಗೆ ಜಾಗೃತಿ ಮೂಡಿಸಲು ಕೊಪ್ಪಳ ಜಿಲ್ಲಾ ಪೊಲೀಸ್ ಹಾಗೂ ಸೈಬರ್, ಕೊಪ್ಪಳದ ಆರ್ಥಿಕ ಮತ್ತು ಮಾದಕ ದ್ರವ್ಯ ಅಪರಾಧ [23, 2058, 283, 2276]
sidebar-phone-main[interactable]: 9448441484 [1258, 718, 1486, 756]
begging-column-1: ಕೊಪ್ಪಳ : ಶ್ರೀ ಗವಿಸಿದ್ದೇಶ್ವರ ಜಾತ್ರಾ ನಿಮಿತ್ತ ಜಿಲ್ಲಾಡಳಿತ, ಜಿಲ್ಲಾ ಪಂಚಾಯತ್, ಜಿಲ್ಲಾ ಕಾನೂನು ಸೇವೆಗಳ ಪ್ರಾಧಿಕಾರ, ಸಮಾಜ ಕಲ್ಯಾಣ ಇಲಾಖೆ, ಜಿಲ್ಲಾ ಮಕ್ಕಳ ರಕ್ಷಣಾ ಘಟಕ, ಸಂಗಮಾ ಮಹಿಳಾ ಶಿಕ್ಷಣ ಗ್ರಾಮೀಣ ಕ್ಷೇಮಾಭಿವೃದ್ಧಿ ಸಂಸ್ಥೆ, ಕೊಪ್ಪಳ ಹಾಗೂ ಭಿಕ್ಷುಕರ ಪುನರವಸತಿ ಕೇಂದ್ರ, ಬಳ್ಳಾರಿಯವರ ಸಂಯುಕ್ತಾಶ್ರಯದಲ್ಲಿ "ಭಿಕ್ಷಾಟನೆ ಮುಕ್ತ ಶ್ರೀಗವಿಸಿದ್ದೇಶ್ವರ ಜಾತ್ರೆ"ಯನ್ನಾಗಿಸಲು ಭಿಕ್ಷುಕರ ಪತ್ತೆ ಮತ್ತು ಪುನರವಸತಿಗಾಗಿ ಬುಧವಾರದಂದು ಅನಿರೀಕ್ಷಿತ ದಾಳಿಯನ್ನು ಆಯೋಜಿಸಲಾಗಿತ್ತು. ಈ ಜಾಥಾವನ್ನು ಹಿರಿಯ ಸಿವಿಲ್ ನ್ಯಾಯಾಧೀಶರು ಹಾಗೂ ಕೊಪ್ಪಳ ಜಿಲ್ಲಾ ಕಾನೂನು ಸೇವೆಗಳ ಪ್ರಾಧಿಕಾರದ ಸದಸ್ಯ ಕಾರ್ಯದರ್ಶಿಗಳಾದ ಮಹಾಂತೇಶ ದರಗದ ಅವರು ವಾಹನಕ್ಕೆ ಹಸಿರು ನಿಶಾನೆಯನ್ನು ಪ್ರದರ್ಶಿಸುವ ಮೂಲಕ ಚಾಲನೆ ನೀಡಿದರು. ನಂತರ ನಡೆದ ಅನಿರೀಕ್ಷಿತ ದಾಳಿಯಲ್ಲಿ 12 ಜನ ಭಿಕ್ಷುಕರನ್ನು ಪತ್ತೆ ಹಚ್ಚಿ ವಶಕ್ಕೆ ಪಡೆಯಲಾಯಿತು. ಈ ದಾಳಿಯಲ್ಲಿ ಕೊಪ್ಪಳ ಸಮಾಜ ಕಲ್ಯಾಣ ಇಲಾಖೆಯ ಉಪನಿರ್ದೇಶಕ ಅಪ್ಪಣ್ಣ ಸೊಗಲದ, ಕೊಪ್ಪಳ ಜಿಲ್ಲಾ ಮಕ್ಕಳ [583, 2043, 898, 2321]
sidebar-epaper-text: ಕನ್ನಡ ದಿನಪತ್ರಿಕೆ ಆನ್ ಲೈನ್ ನಲ್ಲಿ ಮನೆಯಲ್ಲೇ ಕುಳಿತು ಮೊಬೈಲ್ ನಲ್ಲಿ 'ಹೊಸಪೇಟೆ ಟೈಮ್ಸ್' ಪತ್ರಿಕೆ ಓದಬಹುದು, ಓದುಗರು, ಪತ್ರಿಕೆ ಓದಲು ಗೂಗಲ್ ಅಥವಾ ಕ್ರೋಮ್ ನಲ್ಲಿ [1258, 129, 1486, 210]
weather-row-3: ಗುರು : ಗರಿಷ್ಠ : 40°, ಕನಿಷ್ಠ : 26° [1256, 1376, 1477, 1396]
weather-row-2: ಶುಕ್ರ : ಗರಿಷ್ಠ : 41°, ಕನಿಷ್ಠ : 26° [1256, 1300, 1472, 1320]
sidebar-ads-list: ಹುಟ್ಟು ಹಬ್ಬದ ಶುಭಾಶಯಗಳು, ವಿದೇಶ ಪ್ರಯಾಣ, ಸ್ಪರ್ಧಾತ್ಮಕ, ವಧು,ವರರ ಅನ್ವೇಷಣೆ ಜಾಹೀರಾತುಗಳು, ಜೋತಿಷ್ಯ, ಶ್ರದ್ಧಾಂಜಲಿ, ಪುಣ್ಯ ತಿಥಿ, ಅಭಿನಂದನೆಗಳು, ಹಬ್ಬದ ಮತ್ತು ಇತರೆ ಭಾವನಾತ್ಮಕ ಶುಭಾಶಯಗಳು, ಬೇಕಾಗಿದ್ದಾರೆ, ಮಾರಾಟ, ಬಾಡಿಗೆಗೆ, ಇತ್ಯಾದಿಗಳಿಗೆ [1254, 580, 1489, 686]
masthead [0, 0, 1512, 56]
disha-headline-1: ಜ.20 ರಂದು ದಿಶಾ ಸಮಿತಿ ಸಭೆ, [1277, 2103, 1465, 2122]
bottom-section-rule [16, 1600, 1230, 1602]
disha-text: ವಿಜಯನಗರ(ಹೊಸಪೇಟೆ): ವಿಜಯನಗರ ಜಿಲ್ಲೆಯ ಸಂಸದರ ಮತ್ತು ಮೇಲ್ವಿಚಾರಣಾ ಸಮಿತಿ (ದಿಶಾ) ಸಭೆಯನ್ನು ಜ.20 ರಂದು ಹಮ್ಮಿಕೊಳ್ಳಲಾಗಿದ್ದು, ಸಾರ್ವಜನಿಕರು ತಮ್ಮ ಅಹವಾಲುಗಳನ್ನು ತಾವು ಸಲ್ಲಿಸಬಹುದು ಎಂದು ಜಿಲ್ಲಾ ಪಂಚಾಯತಿಯ ಮುಖ್ಯ ಕಾರ್ಯನಿರ್ವಾಹಕ ಅಧಿಕಾರಿ ನೋಂಗ್ಜಾಯಿ ಮೊಹಮ್ಮದ್ ಅಲಿ ಅಕ್ರಮ್ ಷಾ ತಿಳಿಸಿದ್ದಾರೆ. ಸಂಸದರಾದ ಇ.ತುಕಾರಾಂ ಅವರ ಅಧ್ಯಕ್ಷತೆಯಲ್ಲಿ ಸಭೆ ಜರುಗಲಿದ್ದು, ದಿಶಾ ಸಭೆಯ ಪೂರ್ವದಲ್ಲಿ ಸಂಸದರು ಜ.20 ರಂದು ಬೆಳಿಗ್ಗೆ 10 ರಿಂದ 11 ಗಂಟೆಯವರೆಗೆ ಹಗರಿಬೊಮ್ಮನಹಳ್ಳಿ ಪಟ್ಟಣದ ಪುರಸಭೆ ಮುಂಭಾಗದಲ್ಲಿ ಸಾರ್ವಜನಿಕರಿಂದ ಅಹವಾಲುಗಳನ್ನು ಸ್ವೀಕರಿಸಲಿದ್ದಾರೆ ಎಂದು ಪ್ರಕಟಣೆಯಲ್ಲಿ ತಿಳಿಸಿದ್ದಾರೆ. [1247, 2173, 1494, 2411]
selfemp-headline-2: ತರಬೇತಿಗೆ ಅರ್ಜಿ ಆಹ್ವಾನ [1272, 1482, 1469, 1510]
